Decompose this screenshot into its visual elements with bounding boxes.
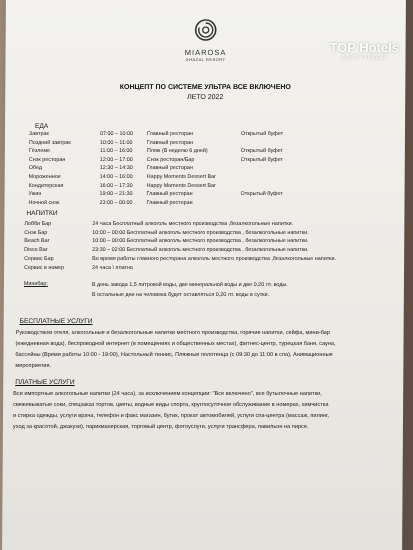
- food-item-place: Главный ресторан: [146, 139, 194, 146]
- drink-row: [4, 221, 404, 228]
- brand-title: MIAROSA: [184, 48, 227, 57]
- drink-row: [4, 230, 404, 237]
- food-row: [5, 165, 405, 172]
- watermark-text: TOP Hotels: [329, 40, 399, 55]
- food-item-place: Happy Moments Dessert Bar: [146, 174, 216, 180]
- brand-name: [173, 48, 237, 62]
- drink-bar-name: Лобби Бар: [24, 221, 52, 227]
- document-page: [2, 0, 406, 550]
- drink-row: [4, 238, 404, 245]
- drink-bar-details: 10:00 – 00:00 Бесплатный алкоголь местного производства , безалкогольные напитки.: [92, 229, 309, 236]
- free-services-heading: БЕСПЛАТНЫЕ УСЛУГИ: [19, 318, 93, 325]
- food-item-time: 07:00 – 10:00: [99, 131, 133, 137]
- paid-services-heading: ПЛАТНЫЕ УСЛУГИ: [15, 379, 75, 386]
- drink-bar-name: Disco Bar: [24, 247, 48, 254]
- food-item-type: Открытый буфет: [240, 148, 283, 155]
- food-item-name: Ночной снэк: [28, 199, 60, 206]
- drink-row: [4, 247, 404, 254]
- food-item-time: 10:00 – 11:00: [99, 139, 133, 146]
- food-item-name: Мороженное: [28, 174, 61, 180]
- paid-line: уход за красотой, джакузи), парикмахерская, торговый центр, фотоуслуги, услуги трансфера, павильон на пирсе.: [12, 424, 309, 430]
- food-item-name: Гёзлеме: [28, 148, 51, 155]
- brand-subtitle: GHAZAL RESORT: [185, 57, 226, 62]
- drink-bar-name: Сервис Бар: [24, 255, 54, 262]
- food-item-name: Обед: [28, 165, 43, 172]
- food-item-place: Снэк ресторан/Бар: [146, 156, 195, 163]
- document-subtitle: ЛЕТО 2022: [187, 94, 224, 101]
- food-heading: ЕДА: [35, 123, 49, 130]
- free-line: (ежедневная вода), беспроводной интернет (в помещениях и общественных местах), фитнес-центр, турецкая баня, сауна,: [15, 341, 336, 347]
- drinks-heading: НАПИТКИ: [26, 210, 58, 217]
- free-line: бассейны (Время работы 10:00 - 19:00), Настольный теннис, Пляжные полотенца (с 09:30 до 11:00 в спа), Анимационные: [15, 352, 333, 358]
- food-item-name: Поздний завтрак: [28, 139, 71, 146]
- food-row: [5, 131, 405, 138]
- food-item-time: 16:00 – 17:30: [99, 182, 133, 189]
- food-row: [5, 148, 405, 155]
- free-services-text: [15, 328, 375, 372]
- food-row: [5, 183, 405, 190]
- drink-bar-name: Beach Bar: [24, 238, 50, 245]
- food-row: [5, 157, 405, 164]
- drink-bar-details: Во время работы главного ресторана алкоголь местного производства ,безалкогольные напитки.: [92, 255, 337, 262]
- food-item-time: 14:00 – 16:00: [99, 174, 133, 180]
- food-row: [5, 140, 405, 147]
- food-item-time: 12:30 – 14:30: [99, 165, 133, 172]
- food-item-name: Завтрак: [28, 131, 49, 137]
- minibar-line-1: В день завода 1,5 литровой воды, две минеральной воды и две 0,20 лт. воды.: [91, 282, 288, 288]
- food-item-place: Главный ресторан: [146, 199, 193, 206]
- food-item-type: Открытый буфет: [240, 191, 283, 198]
- drink-bar-details: 24 часа Бесплатный алкоголь местного производства ,безалкогольные напитки.: [92, 221, 294, 227]
- paid-services-text: [13, 389, 383, 433]
- food-row: [4, 200, 404, 207]
- food-item-time: 11:00 – 16:00: [99, 148, 133, 155]
- food-item-time: 12:00 – 17:00: [99, 156, 133, 163]
- food-item-place: Главный ресторан: [146, 165, 193, 172]
- drink-bar-name: Сервис в номер: [24, 264, 65, 271]
- food-item-name: Снэк ресторан: [28, 156, 66, 163]
- drink-bar-details: 10:00 – 00:00 Бесплатный алкоголь местного производства , безалкогольные напитки.: [92, 238, 309, 245]
- paid-line: свежевыжатые соки, спецзаказ тортов, цветы, водные виды спорта, круглосуточное обслуживание в номерах, химчистка: [13, 402, 329, 408]
- free-line: мероприятия.: [15, 363, 52, 369]
- food-row: [5, 191, 405, 198]
- food-item-name: Ужин: [28, 191, 42, 198]
- free-line: Руководством отеля, алкогольные и безалкогольные напитки местного производства, горячие напитки, сейфа, мини-бар: [15, 330, 330, 336]
- food-item-name: Кондитерская: [28, 182, 64, 189]
- minibar-label: Минибар:: [23, 281, 48, 287]
- paid-line: Все импортные алкогольные напитки (24 часа), за исключением концепции: "Все включено", все бутылочные напитки,: [13, 391, 322, 397]
- drink-row: [4, 265, 404, 272]
- watermark-subtitle: ФОТО ТУРИСТА: [341, 55, 388, 61]
- drink-row: [4, 256, 404, 263]
- drink-bar-name: Снэк Бар: [24, 229, 48, 236]
- minibar-line-2: В остальные дни на человека будет оставляться 0,20 лт. воды в сутки.: [91, 292, 270, 298]
- food-item-place: Главный ресторан: [146, 131, 194, 137]
- document-title: КОНЦЕПТ ПО СИСТЕМЕ УЛЬТРА ВСЕ ВКЛЮЧЕНО: [119, 84, 291, 91]
- watermark: [329, 40, 399, 61]
- food-item-place: Пляж (В неделю 6 дней): [146, 148, 208, 155]
- drink-bar-details: 24 часа \ платно: [92, 264, 133, 271]
- food-item-place: Главный ресторан: [146, 191, 193, 198]
- miarosa-logo-icon: [194, 18, 218, 42]
- food-item-time: 19:00 – 21:30: [99, 191, 133, 198]
- paid-line: и стирка одежды, услуги врача, телефон и факс магазин, бутик, прокат автомобилей, услуги спа-центра (массаж, пилинг,: [12, 413, 329, 419]
- food-item-type: Открытый буфет: [240, 131, 284, 137]
- food-item-type: Открытый буфет: [240, 156, 283, 163]
- food-row: [5, 174, 405, 181]
- food-item-time: 23:00 – 00:00: [99, 199, 133, 206]
- food-item-place: Happy Moments Dessert Bar: [146, 182, 216, 189]
- drink-bar-details: 23:30 – 02:00 Бесплатный алкоголь местного производства , безалкогольные напитки.: [92, 247, 309, 254]
